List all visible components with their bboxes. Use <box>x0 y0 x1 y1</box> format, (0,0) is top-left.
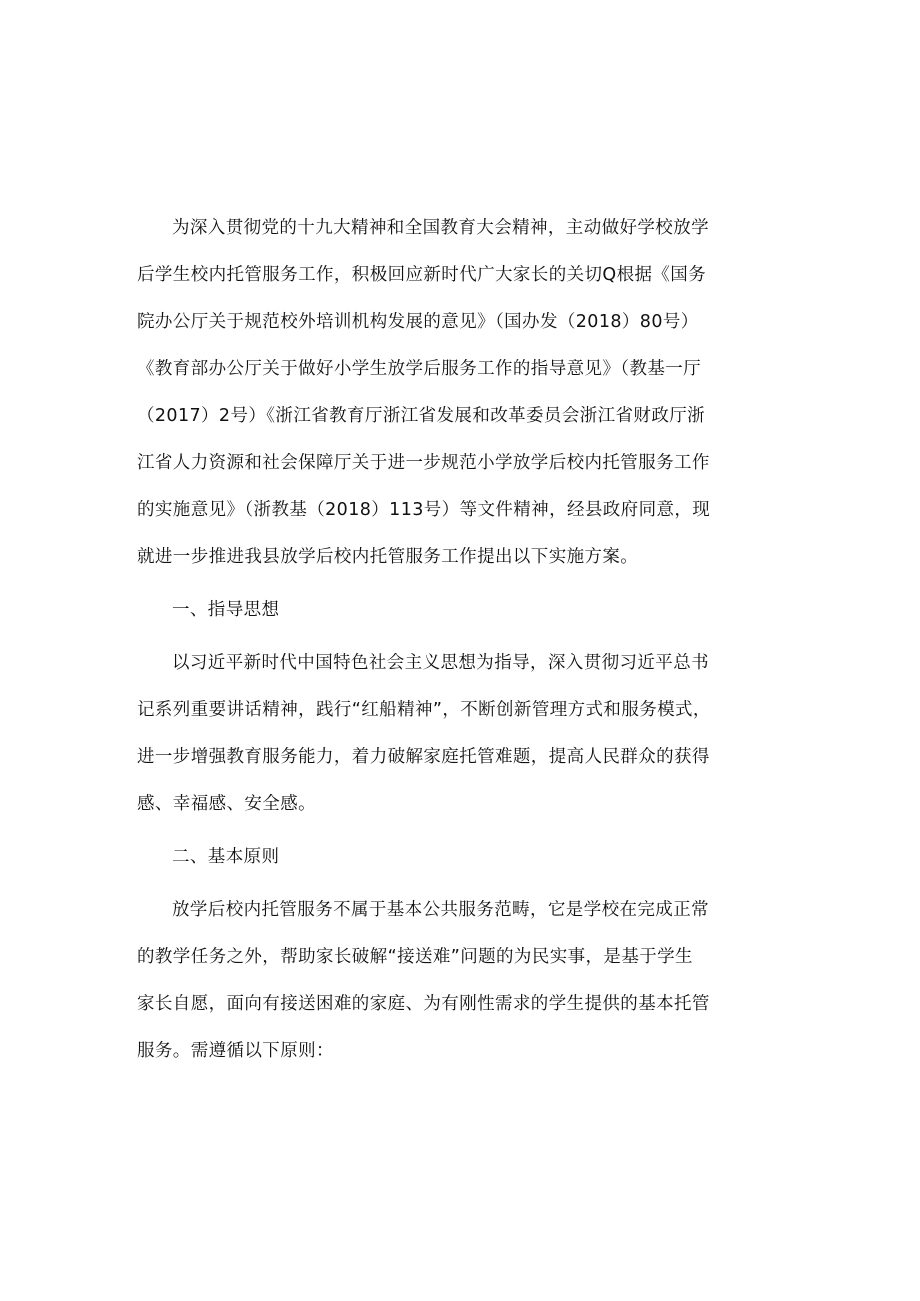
heading-text: 二、基本原则 <box>172 847 280 867</box>
text-line: （2017）2号）《浙江省教育厅浙江省发展和改革委员会浙江省财政厅浙 <box>137 406 706 426</box>
paragraph-2 <box>137 640 785 828</box>
text-line: 《教育部办公厅关于做好小学生放学后服务工作的指导意见》（教基一厅 <box>137 359 702 379</box>
text-line: 就进一步推进我县放学后校内托管服务工作提出以下实施方案。 <box>137 547 639 567</box>
section-heading-guiding-ideology <box>137 587 785 634</box>
heading-text: 一、指导思想 <box>172 600 280 620</box>
text-line: 放学后校内托管服务不属于基本公共服务范畴，它是学校在完成正常 <box>172 900 709 920</box>
text-line: 服务。需遵循以下原则： <box>137 1041 334 1061</box>
text-line: 江省人力资源和社会保障厅关于进一步规范小学放学后校内托管服务工作 <box>137 453 710 473</box>
text-line: 院办公厅关于规范校外培训机构发展的意见》（国办发（2018）80号） <box>137 312 699 332</box>
text-line: 家长自愿，面向有接送困难的家庭、为有刚性需求的学生提供的基本托管 <box>137 994 710 1014</box>
text-line: 的实施意见》（浙教基（2018）113号）等文件精神，经县政府同意，现 <box>137 500 711 520</box>
text-line: 后学生校内托管服务工作，积极回应新时代广大家长的关切Q根据《国务 <box>137 265 707 285</box>
text-line: 的教学任务之外，帮助家长破解“接送难”问题的为民实事，是基于学生 <box>137 947 693 967</box>
section-heading-basic-principles <box>137 834 785 881</box>
text-line: 感、幸福感、安全感。 <box>137 794 316 814</box>
document-body <box>137 205 785 1081</box>
paragraph-3 <box>137 887 785 1075</box>
text-line: 记系列重要讲话精神，践行“红船精神”，不断创新管理方式和服务模式， <box>137 700 711 720</box>
text-line: 为深入贯彻党的十九大精神和全国教育大会精神，主动做好学校放学 <box>172 218 709 238</box>
text-line: 进一步增强教育服务能力，着力破解家庭托管难题，提高人民群众的获得 <box>137 747 710 767</box>
paragraph-1 <box>137 205 785 581</box>
text-line: 以习近平新时代中国特色社会主义思想为指导，深入贯彻习近平总书 <box>172 653 709 673</box>
